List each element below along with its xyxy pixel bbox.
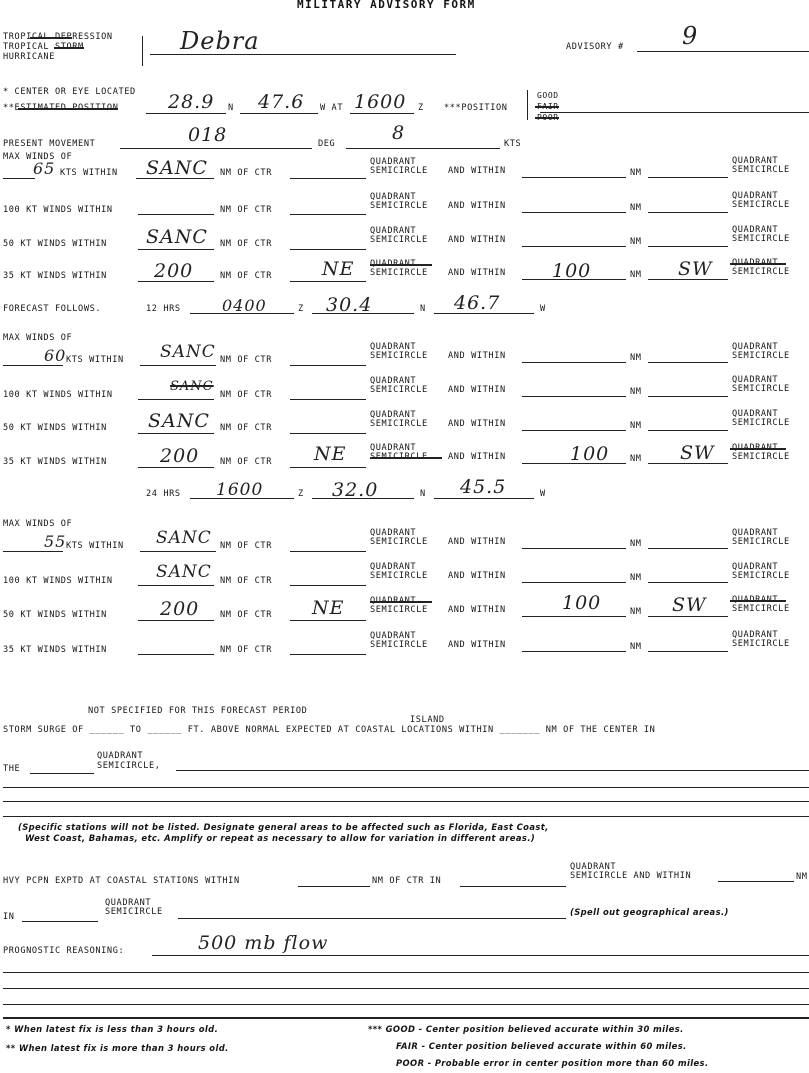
q-line <box>290 585 366 586</box>
kt35-label: 35 KT WINDS WITHIN <box>3 271 107 281</box>
semicircle: SEMICIRCLE <box>732 234 790 244</box>
specific-note-2: West Coast, Bahamas, etc. Amplify or repeat as necessary to allow for variation in different areas.) <box>25 833 536 843</box>
f24-kt50-quadrant: NE <box>312 597 345 619</box>
and-within: AND WITHIN <box>448 201 506 211</box>
quadrant: QUADRANT <box>732 375 779 385</box>
semicircle: SEMICIRCLE <box>370 268 428 278</box>
current-lon: 47.6 <box>258 91 305 113</box>
quadrant: QUADRANT <box>370 443 417 453</box>
nm: NM <box>630 270 642 280</box>
nm: NM <box>630 454 642 464</box>
quadrant: QUADRANT <box>570 862 617 872</box>
nm: NM <box>630 642 642 652</box>
lon-line <box>240 113 318 114</box>
nm: NM <box>630 573 642 583</box>
quadrant: QUADRANT <box>370 226 417 236</box>
quadrant: QUADRANT <box>370 376 417 386</box>
and-within: AND WITHIN <box>448 166 506 176</box>
n-label: N <box>228 103 234 113</box>
within-line <box>522 396 626 397</box>
quadrant: QUADRANT <box>732 630 779 640</box>
quadrant: QUADRANT <box>732 562 779 572</box>
footer-rule <box>3 1017 809 1019</box>
and-within: AND WITHIN <box>448 640 506 650</box>
within-line <box>522 246 626 247</box>
quadrant: QUADRANT <box>732 225 779 235</box>
quadrant: QUADRANT <box>732 443 779 453</box>
storm-type-bracket <box>142 36 143 66</box>
q-line <box>290 433 366 434</box>
accuracy-poor: POOR <box>537 113 559 122</box>
q2-line <box>648 616 728 617</box>
max-kts-line <box>3 365 63 366</box>
q-line <box>290 654 366 655</box>
advisory-line <box>637 51 809 52</box>
storm-type-hurricane: HURRICANE <box>3 52 55 62</box>
f12-time: 0400 <box>222 296 267 315</box>
q2-line <box>648 548 728 549</box>
footnote-1: * When latest fix is less than 3 hours old. <box>6 1024 219 1034</box>
within-line <box>522 651 626 652</box>
strike-depression <box>30 37 72 39</box>
w-label: W <box>540 304 546 314</box>
and-within: AND WITHIN <box>448 605 506 615</box>
nm: NM <box>630 607 642 617</box>
semicircle: SEMICIRCLE <box>105 907 163 917</box>
within-line <box>522 362 626 363</box>
nm-of-ctr: NM OF CTR <box>220 239 272 249</box>
time-line <box>350 113 414 114</box>
kt100-label: 100 KT WINDS WITHIN <box>3 390 113 400</box>
nm-of-ctr: NM OF CTR <box>220 610 272 620</box>
prognostic-label: PROGNOSTIC REASONING: <box>3 946 125 956</box>
semicircle: SEMICIRCLE <box>732 200 790 210</box>
quadrant: QUADRANT <box>370 259 417 269</box>
nm: NM <box>630 387 642 397</box>
quadrant: QUADRANT <box>732 156 779 166</box>
f12-kt35: 200 <box>160 445 200 467</box>
f12-kt50: SANC <box>148 410 210 432</box>
nm-of-ctr: NM OF CTR <box>220 423 272 433</box>
quadrant: QUADRANT <box>370 528 417 538</box>
quadrant: QUADRANT <box>732 258 779 268</box>
semicircle: SEMICIRCLE <box>732 418 790 428</box>
prognostic-line-4 <box>3 1004 809 1005</box>
q-line <box>290 467 366 468</box>
deg-label: DEG <box>318 139 336 149</box>
nm: NM <box>630 539 642 549</box>
and-within: AND WITHIN <box>448 268 506 278</box>
semicircle-comma: SEMICIRCLE, <box>97 761 161 771</box>
f24-lon: 45.5 <box>460 476 507 498</box>
semicircle: SEMICIRCLE <box>370 537 428 547</box>
z-label: Z <box>298 304 304 314</box>
f24-kt50-within: 100 <box>562 592 602 614</box>
specific-note-1: (Specific stations will not be listed. Designate general areas to be affected such as Florida, East Coast, <box>18 822 549 832</box>
in-label: IN <box>3 912 15 922</box>
kt50-line <box>138 433 214 434</box>
nm-of-ctr: NM OF CTR <box>220 205 272 215</box>
nm-of-ctr: NM OF CTR <box>220 271 272 281</box>
kt100-line <box>138 585 214 586</box>
hvy-pcpn-label: HVY PCPN EXPTD AT COASTAL STATIONS WITHIN <box>3 876 240 886</box>
max-within-line <box>140 551 216 552</box>
surge-line-1 <box>176 770 809 771</box>
semicircle: SEMICIRCLE <box>732 604 790 614</box>
deg-line <box>120 148 312 149</box>
kt35-label: 35 KT WINDS WITHIN <box>3 457 107 467</box>
footnote-2: ** When latest fix is more than 3 hours old. <box>6 1043 229 1053</box>
present-movement-label: PRESENT MOVEMENT <box>3 139 96 149</box>
semicircle: SEMICIRCLE <box>732 537 790 547</box>
kt50-label: 50 KT WINDS WITHIN <box>3 610 107 620</box>
semicircle: SEMICIRCLE <box>370 351 428 361</box>
q2-line <box>648 396 728 397</box>
area-line <box>178 918 566 919</box>
f12-max-within: SANC <box>160 342 216 362</box>
strike-quadrant <box>730 600 786 602</box>
prognostic-line-2 <box>3 972 809 973</box>
strike-tropical-storm <box>54 47 84 49</box>
position-label: ***POSITION <box>444 103 508 113</box>
quadrant: QUADRANT <box>370 562 417 572</box>
q2-line <box>648 246 728 247</box>
current-kt35-quadrant: NE <box>322 258 355 280</box>
spell-out-note: (Spell out geographical areas.) <box>570 907 729 917</box>
the-line <box>30 773 94 774</box>
strike-estimated <box>18 108 118 110</box>
hvy-within-line <box>298 886 370 887</box>
q-line <box>290 399 366 400</box>
w-label: W <box>540 489 546 499</box>
quadrant: QUADRANT <box>732 595 779 605</box>
and-within: AND WITHIN <box>448 385 506 395</box>
semicircle-and-within: SEMICIRCLE AND WITHIN <box>570 871 692 881</box>
nm: NM <box>630 353 642 363</box>
n-label: N <box>420 489 426 499</box>
f24-kt100: SANC <box>156 562 212 582</box>
kt35-label: 35 KT WINDS WITHIN <box>3 645 107 655</box>
nm-of-ctr: NM OF CTR <box>220 390 272 400</box>
quadrant: QUADRANT <box>370 410 417 420</box>
current-max-within: SANC <box>146 157 208 179</box>
kt100-line <box>138 214 214 215</box>
hvy-within2-line <box>718 881 794 882</box>
semicircle: SEMICIRCLE <box>370 166 428 176</box>
prognostic-line-3 <box>3 988 809 989</box>
kt100-line <box>138 399 214 400</box>
kts-within: KTS WITHIN <box>66 355 124 365</box>
nm: NM <box>630 237 642 247</box>
accuracy-fair: FAIR <box>537 102 559 111</box>
surge-line-3 <box>3 801 809 802</box>
quadrant: QUADRANT <box>732 409 779 419</box>
semicircle: SEMICIRCLE <box>370 235 428 245</box>
and-within: AND WITHIN <box>448 571 506 581</box>
semicircle: SEMICIRCLE <box>732 571 790 581</box>
kt50-label: 50 KT WINDS WITHIN <box>3 423 107 433</box>
quadrant: QUADRANT <box>97 751 144 761</box>
semicircle: SEMICIRCLE <box>732 384 790 394</box>
and-within: AND WITHIN <box>448 351 506 361</box>
quadrant: QUADRANT <box>732 191 779 201</box>
movement-deg: 018 <box>188 124 228 146</box>
semicircle: SEMICIRCLE <box>370 201 428 211</box>
semicircle: SEMICIRCLE <box>370 640 428 650</box>
hrs24-label: 24 HRS <box>146 489 181 499</box>
current-max-kts: 65 <box>33 159 56 178</box>
and-within: AND WITHIN <box>448 419 506 429</box>
f24-lon-line <box>434 498 534 499</box>
max-winds-label: MAX WINDS OF <box>3 152 73 162</box>
quadrant: QUADRANT <box>732 528 779 538</box>
nm: NM <box>630 203 642 213</box>
semicircle: SEMICIRCLE <box>370 605 428 615</box>
accuracy-good: GOOD <box>537 91 559 100</box>
semicircle: SEMICIRCLE <box>732 452 790 462</box>
kts-label: KTS <box>504 139 522 149</box>
semicircle: SEMICIRCLE <box>732 639 790 649</box>
f24-lat: 32.0 <box>332 479 379 501</box>
strike-quadrant <box>730 448 786 450</box>
nm-of-ctr: NM OF CTR <box>220 355 272 365</box>
kts-within: KTS WITHIN <box>66 541 124 551</box>
f12-kt35-quadrant: NE <box>314 443 347 465</box>
f24-kt50: 200 <box>160 598 200 620</box>
nm-of-ctr: NM OF CTR <box>220 457 272 467</box>
z-label: Z <box>418 103 424 113</box>
q-line <box>290 214 366 215</box>
f24-max-within: SANC <box>156 528 212 548</box>
prognostic-line-1 <box>152 955 809 956</box>
kts-line <box>346 148 500 149</box>
nm-of-ctr: NM OF CTR <box>220 645 272 655</box>
estimated-position-label: **ESTIMATED POSITION <box>3 103 119 113</box>
lat-line <box>146 113 226 114</box>
hvy-in-line <box>460 886 566 887</box>
f12-lat: 30.4 <box>326 294 373 316</box>
semicircle: SEMICIRCLE <box>732 351 790 361</box>
island-label: ISLAND <box>410 715 445 725</box>
max-winds-label: MAX WINDS OF <box>3 333 73 343</box>
advisory-number: 9 <box>682 22 699 50</box>
storm-name: Debra <box>180 27 260 55</box>
within-line <box>522 177 626 178</box>
current-kt35: 200 <box>154 260 194 282</box>
q-line <box>290 281 366 282</box>
nm: NM <box>630 168 642 178</box>
max-within-line <box>140 365 216 366</box>
not-specified: NOT SPECIFIED FOR THIS FORECAST PERIOD <box>88 706 308 716</box>
f12-kt35-quadrant2: SW <box>680 442 715 464</box>
quadrant: QUADRANT <box>370 631 417 641</box>
nm: NM <box>630 421 642 431</box>
the-label: THE <box>3 764 21 774</box>
semicircle: SEMICIRCLE <box>370 385 428 395</box>
kt35-line <box>138 654 214 655</box>
surge-line-2 <box>3 787 809 788</box>
quadrant: QUADRANT <box>370 342 417 352</box>
surge-line-4 <box>3 816 809 817</box>
f12-kt35-within: 100 <box>570 443 610 465</box>
f24-max-kts: 55 <box>44 532 67 551</box>
kt100-label: 100 KT WINDS WITHIN <box>3 205 113 215</box>
current-kt35-quadrant2: SW <box>678 258 713 280</box>
quadrant: QUADRANT <box>370 157 417 167</box>
position-line <box>540 112 809 113</box>
q-line <box>290 620 366 621</box>
q2-line <box>648 177 728 178</box>
storm-surge-line: STORM SURGE OF ______ TO ______ FT. ABOVE NORMAL EXPECTED AT COASTAL LOCATIONS WITHIN _______ NM OF THE CENTER IN <box>3 725 656 735</box>
current-kt50: SANC <box>146 226 208 248</box>
q2-line <box>648 430 728 431</box>
nm-of-ctr: NM OF CTR <box>220 541 272 551</box>
current-lat: 28.9 <box>168 91 215 113</box>
prognostic-text: 500 mb flow <box>198 932 329 954</box>
and-within: AND WITHIN <box>448 235 506 245</box>
quadrant: QUADRANT <box>105 898 152 908</box>
f24-time: 1600 <box>216 480 264 500</box>
q2-line <box>648 651 728 652</box>
semicircle: SEMICIRCLE <box>370 419 428 429</box>
forecast-follows: FORECAST FOLLOWS. <box>3 304 102 314</box>
strike-quadrant <box>730 263 786 265</box>
within-line <box>522 430 626 431</box>
current-time: 1600 <box>354 91 407 113</box>
f24-kt50-quadrant2: SW <box>672 594 707 616</box>
footnote-3: *** GOOD - Center position believed accurate within 30 miles. <box>368 1024 684 1034</box>
advisory-label: ADVISORY # <box>566 42 624 52</box>
nm: NM <box>796 872 808 882</box>
kts-within: KTS WITHIN <box>60 168 118 178</box>
q-line <box>290 551 366 552</box>
kt50-label: 50 KT WINDS WITHIN <box>3 239 107 249</box>
q-line <box>290 365 366 366</box>
within-line <box>522 212 626 213</box>
form-title: MILITARY ADVISORY FORM <box>297 0 476 11</box>
z-label: Z <box>298 489 304 499</box>
within-line <box>522 582 626 583</box>
in-line <box>22 921 98 922</box>
and-within: AND WITHIN <box>448 452 506 462</box>
quadrant: QUADRANT <box>370 596 417 606</box>
strike-quadrant <box>370 601 432 603</box>
q-line <box>290 178 366 179</box>
semicircle: SEMICIRCLE <box>370 571 428 581</box>
footnote-4: FAIR - Center position believed accurate within 60 miles. <box>396 1041 687 1051</box>
n-label: N <box>420 304 426 314</box>
storm-name-line <box>150 54 456 55</box>
kt100-label: 100 KT WINDS WITHIN <box>3 576 113 586</box>
and-within: AND WITHIN <box>448 537 506 547</box>
f12-max-kts: 60 <box>44 346 67 365</box>
semicircle: SEMICIRCLE <box>732 165 790 175</box>
f12-kt100: SANC <box>170 379 214 394</box>
strike-quadrant <box>370 264 432 266</box>
hrs12-label: 12 HRS <box>146 304 181 314</box>
nm-of-ctr: NM OF CTR <box>220 576 272 586</box>
nm-of-ctr-in: NM OF CTR IN <box>372 876 442 886</box>
w-at-label: W AT <box>320 103 344 113</box>
strike-poor <box>535 117 559 119</box>
current-kt35-within: 100 <box>552 260 592 282</box>
nm-of-ctr: NM OF CTR <box>220 168 272 178</box>
max-kts-line <box>3 178 35 179</box>
q2-line <box>648 212 728 213</box>
max-kts-line <box>3 551 63 552</box>
within-line <box>522 548 626 549</box>
semicircle: SEMICIRCLE <box>732 267 790 277</box>
max-winds-label: MAX WINDS OF <box>3 519 73 529</box>
q2-line <box>648 582 728 583</box>
center-label: * CENTER OR EYE LOCATED <box>3 87 136 97</box>
strike-fair <box>535 106 559 108</box>
movement-kts: 8 <box>392 122 406 144</box>
kt35-line <box>138 467 214 468</box>
f12-lon: 46.7 <box>454 292 501 314</box>
storm-type-depression: TROPICAL DEPRESSION <box>3 32 113 42</box>
quadrant: QUADRANT <box>370 192 417 202</box>
kt50-line <box>138 620 214 621</box>
footnote-5: POOR - Probable error in center position more than 60 miles. <box>396 1058 709 1068</box>
kt50-line <box>138 249 214 250</box>
semicircle: SEMICIRCLE <box>370 452 428 462</box>
strike-semicircle <box>370 457 442 459</box>
within-line <box>522 616 626 617</box>
accuracy-bracket <box>527 90 528 120</box>
quadrant: QUADRANT <box>732 342 779 352</box>
q-line <box>290 249 366 250</box>
q2-line <box>648 362 728 363</box>
storm-type-tropical-storm: TROPICAL STORM <box>3 42 84 52</box>
